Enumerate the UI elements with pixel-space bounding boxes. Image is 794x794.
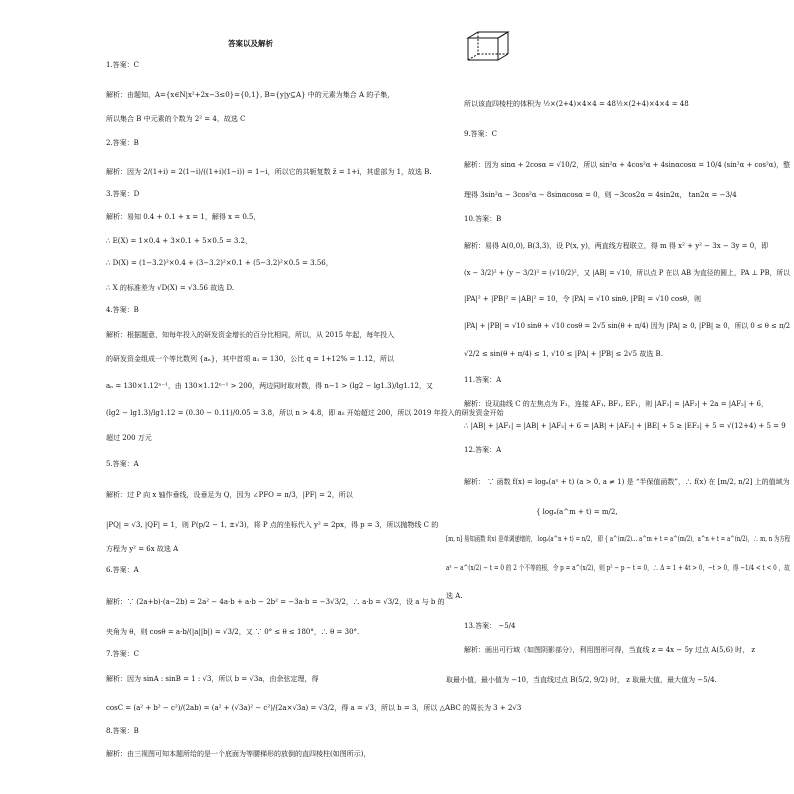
q1-explanation-1: 解析：由题知，A={x∈N|x²+2x−3≤0}={0,1}, B={y|y⊆A} 中的元素为集合 A 的子集， xyxy=(106,91,395,99)
q3-explanation-4: ∴ X 的标准差为 √D(X) = √3.56 故选 D. xyxy=(106,284,235,292)
q3-answer: 3.答案：D xyxy=(106,190,140,198)
q4-explanation-1: 解析：根据题意，知每年投入的研发资金增长的百分比相同，所以，从 2015 年起，每年投入 xyxy=(106,331,395,339)
q9-explanation-1: 解析：因为 sinα + 2cosα = √10/2，所以 sin²α + 4cos²α + 4sinαcosα = 10/4 (sin²α + cos²α)，整 xyxy=(464,161,790,169)
q4-explanation-5: 超过 200 万元 xyxy=(106,434,152,442)
q7-answer: 7.答案：C xyxy=(106,650,140,658)
page-title: 答案以及解析 xyxy=(228,39,273,48)
q2-explanation: 解析：因为 2/(1+i) = 2(1−i)/((1+i)(1−i)) = 1−i，所以它的共轭复数 z̄ = 1+i，其虚部为 1，故选 B. xyxy=(106,168,432,176)
q3-explanation-3: ∴ D(X) = (1−3.2)²×0.4 + (3−3.2)²×0.1 + (5−3.2)²×0.5 = 3.56， xyxy=(106,259,333,267)
q10-explanation-4: |PA| + |PB| = √10 sinθ + √10 cosθ = 2√5 sin(θ + π/4) 因为 |PA| ≥ 0, |PB| ≥ 0，所以 0 ≤ θ ≤ π/2 xyxy=(464,322,791,330)
right-prism-icon xyxy=(464,30,510,64)
prism-figure xyxy=(464,30,510,64)
q5-explanation-1: 解析：过 P 向 x 轴作垂线，设垂足为 Q，因为 ∠PFO = π/3，|PF| = 2，所以 xyxy=(106,491,353,499)
q13-explanation-1: 解析：画出可行域（如图阴影部分），利用图形可得，当直线 z = 4x − 5y 过点 A(5,6) 时， z xyxy=(464,646,756,654)
q12-explanation-4: aˣ − a^(x/2) − t = 0 的 2 个不等的根，令 p = a^(x/2)，则 p² − p − t = 0，∴ Δ = 1 + 4t > 0，−t > 0，得 −1/4 < t < 0 ，故 xyxy=(446,564,790,572)
q12-explanation-5: 选 A. xyxy=(446,592,463,600)
q12-explanation-2: { logₐ(a^m + t) = m/2, xyxy=(536,508,618,516)
q5-answer: 5.答案：A xyxy=(106,460,139,468)
q5-explanation-3: 方程为 y² = 6x 故选 A xyxy=(106,545,179,553)
q4-answer: 4.答案：B xyxy=(106,306,139,314)
q6-explanation-2: 夹角为 θ，则 cosθ = a·b/(|a||b|) = √3/2，又 ∵ 0° ≤ θ ≤ 180°，∴ θ = 30°. xyxy=(106,628,360,636)
q11-answer: 11.答案：A xyxy=(464,376,502,384)
q8-answer: 8.答案：B xyxy=(106,727,139,735)
q10-explanation-2: (x − 3/2)² + (y − 3/2)² = (√10/2)²，又 |AB| = √10，所以点 P 在以 AB 为直径的圆上，PA ⊥ PB，所以 xyxy=(464,269,790,277)
q6-explanation-1: 解析：∵ (2a+b)·(a−2b) = 2a² − 4a·b + a·b − 2b² = −3a·b = −3√3/2，∴ a·b = √3/2，设 a 与 b 的 xyxy=(106,598,445,606)
q13-explanation-2: 取最小值，最小值为 −10，当直线过点 B(5/2, 9/2) 时， z 取最大值，最大值为 −5/4. xyxy=(446,676,717,684)
q12-answer: 12.答案：A xyxy=(464,446,502,454)
q7-explanation-1: 解析：因为 sinA : sinB = 1 : √3，所以 b = √3a，由余弦定理，得 xyxy=(106,675,319,683)
q10-answer: 10.答案：B xyxy=(464,215,502,223)
q11-explanation-1: 解析：设双曲线 C 的左焦点为 F₁，连接 AF₁, BF₁, EF₁，则 |AF₁| = |AF₂| + 2a = |AF₂| + 6， xyxy=(464,400,768,408)
q10-explanation-5: √2/2 ≤ sin(θ + π/4) ≤ 1, √10 ≤ |PA| + |PB| ≤ 2√5 故选 B. xyxy=(464,350,663,358)
q8-volume: 所以该直四棱柱的体积为 ½×(2+4)×4×4 = 48½×(2+4)×4×4 = 48 xyxy=(464,100,689,108)
q6-answer: 6.答案：A xyxy=(106,566,139,574)
q9-answer: 9.答案：C xyxy=(464,130,498,138)
q9-explanation-2: 理得 3sin²α − 3cos²α − 8sinαcosα = 0，则 −3cos2α = 4sin2α， tan2α = −3/4 xyxy=(464,191,737,199)
q12-explanation-3: [m, n] 易知函数 f(x) 是单调递增的， logₐ(a^n + t) = n/2， 即 { a^(m/2)... a^m + t = a^(m/2)，a^n + t = a^(n/2)，∴ m, n 为方程 xyxy=(446,535,791,543)
q10-explanation-1: 解析：易得 A(0,0), B(3,3)，设 P(x, y)，两直线方程联立，得 m 得 x² + y² − 3x − 3y = 0，即 xyxy=(464,242,769,250)
q4-explanation-3: aₙ = 130×1.12ⁿ⁻¹，由 130×1.12ⁿ⁻¹ > 200，两边同时取对数，得 n−1 > (lg2 − lg1.3)/lg1.12，又 xyxy=(106,382,433,390)
q3-explanation-2: ∴ E(X) = 1×0.4 + 3×0.1 + 5×0.5 = 3.2， xyxy=(106,237,252,245)
q2-answer: 2.答案：B xyxy=(106,139,139,147)
q4-explanation-2: 的研发资金组成一个等比数列 {aₙ}，其中首项 a₁ = 130，公比 q = 1+12% = 1.12，所以 xyxy=(106,355,395,363)
q4-explanation-4: (lg2 − lg1.3)/lg1.12 = (0.30 − 0.11)/0.05 = 3.8，所以 n > 4.8，即 a₅ 开始超过 200，所以 2019 年投入的研发资金开始 xyxy=(106,409,504,417)
q1-answer: 1.答案：C xyxy=(106,61,140,69)
q7-explanation-2: cosC = (a² + b² − c²)/(2ab) = (a² + (√3a)² − c²)/(2a×√3a) = √3/2，得 a = √3，所以 b = 3，所以 △ABC 的周长为 3 + 2√3 xyxy=(106,704,522,712)
q5-explanation-2: |PQ| = √3, |QF| = 1，则 P(p/2 − 1, ±√3)，将 P 点的坐标代入 y² = 2px，得 p = 3，所以抛物线 C 的 xyxy=(106,521,439,529)
q1-explanation-2: 所以集合 B 中元素的个数为 2² = 4，故选 C xyxy=(106,115,246,123)
q10-explanation-3: |PA|² + |PB|² = |AB|² = 10，令 |PA| = √10 sinθ, |PB| = √10 cosθ，则 xyxy=(464,295,701,303)
q13-answer: 13.答案： −5/4 xyxy=(464,622,516,630)
q12-explanation-1: 解析： ∵ 函数 f(x) = logₐ(aˣ + t) (a > 0, a ≠ 1) 是 “半保值函数”，∴ f(x) 在 [m/2, n/2] 上的值域为 xyxy=(464,478,790,486)
q3-explanation-1: 解析：易知 0.4 + 0.1 + x = 1，解得 x = 0.5， xyxy=(106,213,261,221)
q11-explanation-2: ∴ |AB| + |AF₁| = |AB| + |AF₂| + 6 = |AB| + |AF₂| + |BE| + 5 ≥ |EF₂| + 5 = √(12+4) + 5 = 9 xyxy=(464,422,786,430)
q8-explanation: 解析：由三视图可知本题所给的是一个底面为等腰梯形的放倒的直四棱柱(如图所示)， xyxy=(106,750,371,758)
